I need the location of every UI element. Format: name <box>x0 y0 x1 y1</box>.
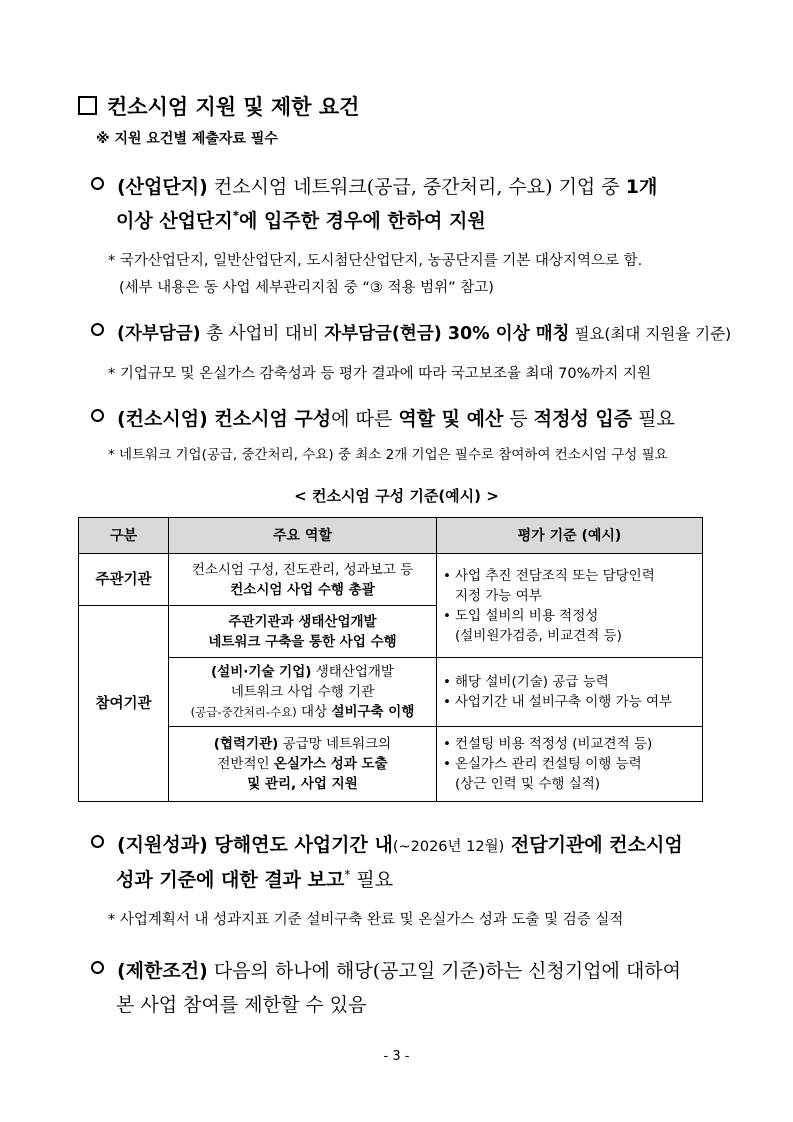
table-row <box>79 658 703 727</box>
bullet-industrial-complex <box>91 172 657 199</box>
criteria-text: 도입 설비의 비용 적정성 <box>455 607 599 624</box>
bullet-note: * 네트워크 기업(공급, 중간처리, 수요) 중 최소 2개 기업은 필수로 참여하여 컨소시엄 구성 필요 <box>108 447 668 463</box>
bullet-bold-text: 성과 기준에 대한 결과 보고 <box>116 869 345 891</box>
bullet-circle-icon <box>91 409 104 422</box>
role-cell <box>169 658 437 727</box>
criteria-item: • 컨설팅 비용 적정성 (비교견적 등) <box>443 736 653 752</box>
role-bold-text: 주관기관과 생태산업개발 <box>228 613 377 630</box>
criteria-item: • 사업 추진 전담조직 또는 담당인력 <box>443 567 655 584</box>
criteria-cell <box>437 658 703 727</box>
criteria-text: 사업기간 내 설비구축 이행 가능 여부 <box>455 694 673 710</box>
bullet-text: 총 사업비 대비 <box>200 324 325 344</box>
role-bold-text: 온실가스 성과 도출 <box>273 756 388 772</box>
bullet-restriction-line2: 본 사업 참여를 제한할 수 있음 <box>116 994 367 1016</box>
role-bold-text: (협력기관) <box>213 736 279 752</box>
bullet-text: 에 따른 <box>331 408 399 430</box>
table-caption: < 컨소시엄 구성 기준(예시) > <box>294 487 499 505</box>
section-note: ※ 지원 요건별 제출자료 필수 <box>96 131 278 147</box>
section-title-text: 컨소시엄 지원 및 제한 요건 <box>107 95 360 119</box>
bullet-text: 필요 <box>350 869 394 891</box>
table-row <box>79 727 703 802</box>
role-cell <box>169 606 437 658</box>
criteria-text: 사업 추진 전담조직 또는 담당인력 <box>455 567 655 584</box>
footnote-mark: * <box>344 867 351 882</box>
bullet-bold-text: 당해연도 사업기간 내 <box>207 834 393 856</box>
role-text: 생태산업개발 <box>311 664 394 680</box>
bullet-circle-icon <box>91 835 104 848</box>
criteria-text: 해당 설비(기술) 공급 능력 <box>455 674 609 690</box>
bullet-circle-icon <box>91 323 104 336</box>
role-cell <box>169 727 437 802</box>
role-text: 컨소시엄 구성, 진도관리, 성과보고 등 <box>191 561 414 578</box>
bullet-text: 컨소시엄 네트워크(공급, 중간처리, 수요) 기업 중 <box>207 176 626 198</box>
bullet-bold-text: 1개 <box>625 176 658 198</box>
bullet-note: * 국가산업단지, 일반산업단지, 도시첨단산업단지, 농공단지를 기본 대상지역으로 함. <box>108 253 643 269</box>
role-text: 네트워크 사업 수행 기관 <box>230 684 375 700</box>
footnote-mark: * <box>232 208 240 223</box>
bullet-self-funding <box>91 320 731 345</box>
section-title <box>78 91 359 121</box>
criteria-text: 지정 가능 여부 <box>455 587 542 604</box>
table-header: 주요 역할 <box>169 518 437 554</box>
role-bold-text: 컨소시엄 사업 수행 총괄 <box>230 581 375 598</box>
bullet-circle-icon <box>91 177 104 190</box>
criteria-item: • 도입 설비의 비용 적정성 <box>443 607 599 624</box>
bullet-text: 등 <box>503 408 534 430</box>
role-bold-text: (설비·기술 기업) <box>211 664 312 680</box>
category-lead-org: 주관기관 <box>79 554 169 606</box>
bullet-bold-text: 역할 및 예산 <box>398 408 504 430</box>
role-text: 전반적인 <box>217 756 274 772</box>
checkbox-square-icon <box>78 96 97 115</box>
bullet-restriction <box>91 956 681 983</box>
page-number: - 3 - <box>383 1049 410 1064</box>
bullet-text: 다음의 하나에 해당(공고일 기준)하는 신청기업에 대하여 <box>207 960 682 982</box>
table-header: 평가 기준 (예시) <box>437 518 703 554</box>
bullet-note: * 기업규모 및 온실가스 감축성과 등 평가 결과에 따라 국고보조율 최대 70%까지 지원 <box>108 366 652 382</box>
bullet-bold-text: 이상 산업단지 <box>116 210 233 232</box>
criteria-text: (설비원가검증, 비교견적 등) <box>455 627 622 644</box>
role-bold-text: 네트워크 구축을 통한 사업 수행 <box>208 633 397 650</box>
bullet-note: (세부 내용은 동 사업 세부관리지침 중 “③ 적용 범위” 참고) <box>119 280 494 296</box>
criteria-cell <box>437 727 703 802</box>
criteria-item: • 온실가스 관리 컨설팅 이행 능력 <box>443 756 642 772</box>
bullet-label: (컨소시엄) <box>117 408 208 430</box>
bullet-industrial-complex-line2 <box>116 206 486 233</box>
criteria-text: 컨설팅 비용 적정성 (비교견적 등) <box>455 736 653 752</box>
criteria-cell <box>437 554 703 658</box>
bullet-consortium <box>91 404 675 431</box>
bullet-note: * 사업계획서 내 성과지표 기준 설비구축 완료 및 온실가스 성과 도출 및 검증 실적 <box>108 912 624 928</box>
role-text: 대상 <box>296 704 332 720</box>
bullet-label: (자부담금) <box>117 324 201 344</box>
criteria-text: 온실가스 관리 컨설팅 이행 능력 <box>455 756 642 772</box>
role-cell <box>169 554 437 606</box>
consortium-criteria-table <box>78 517 703 802</box>
role-bold-text: 설비구축 이행 <box>331 704 415 720</box>
bullet-bold-text: 자부담금(현금) 30% 이상 매칭 <box>324 324 570 344</box>
bullet-text: 필요 <box>632 408 675 430</box>
bullet-performance <box>91 830 683 857</box>
role-text: 공급망 네트워크의 <box>278 736 392 752</box>
bullet-circle-icon <box>91 961 104 974</box>
category-participant-org: 참여기관 <box>79 606 169 802</box>
table-row <box>79 554 703 606</box>
bullet-bold-text: 전담기관에 컨소시엄 <box>504 834 683 856</box>
table-header-row <box>79 518 703 554</box>
bullet-label: (지원성과) <box>117 834 208 856</box>
table-header: 구분 <box>79 518 169 554</box>
bullet-bold-text: 적정성 입증 <box>533 408 633 430</box>
bullet-performance-line2 <box>116 865 393 892</box>
criteria-item: • 해당 설비(기술) 공급 능력 <box>443 674 609 690</box>
role-bold-text: 및 관리, 사업 지원 <box>247 776 358 792</box>
bullet-small-text: (~2026년 12월) <box>392 839 505 855</box>
bullet-label: (제한조건) <box>117 960 208 982</box>
bullet-text: 필요(최대 지원율 기준) <box>569 325 732 343</box>
bullet-label: (산업단지) <box>117 176 208 198</box>
bullet-bold-text: 에 입주한 경우에 한하여 지원 <box>239 210 486 232</box>
criteria-text: (상근 인력 및 수행 실적) <box>455 776 601 792</box>
bullet-bold-text: 컨소시엄 구성 <box>207 408 332 430</box>
criteria-item: • 사업기간 내 설비구축 이행 가능 여부 <box>443 694 673 710</box>
role-small-text: (공급-중간처리-수요) <box>190 705 297 719</box>
